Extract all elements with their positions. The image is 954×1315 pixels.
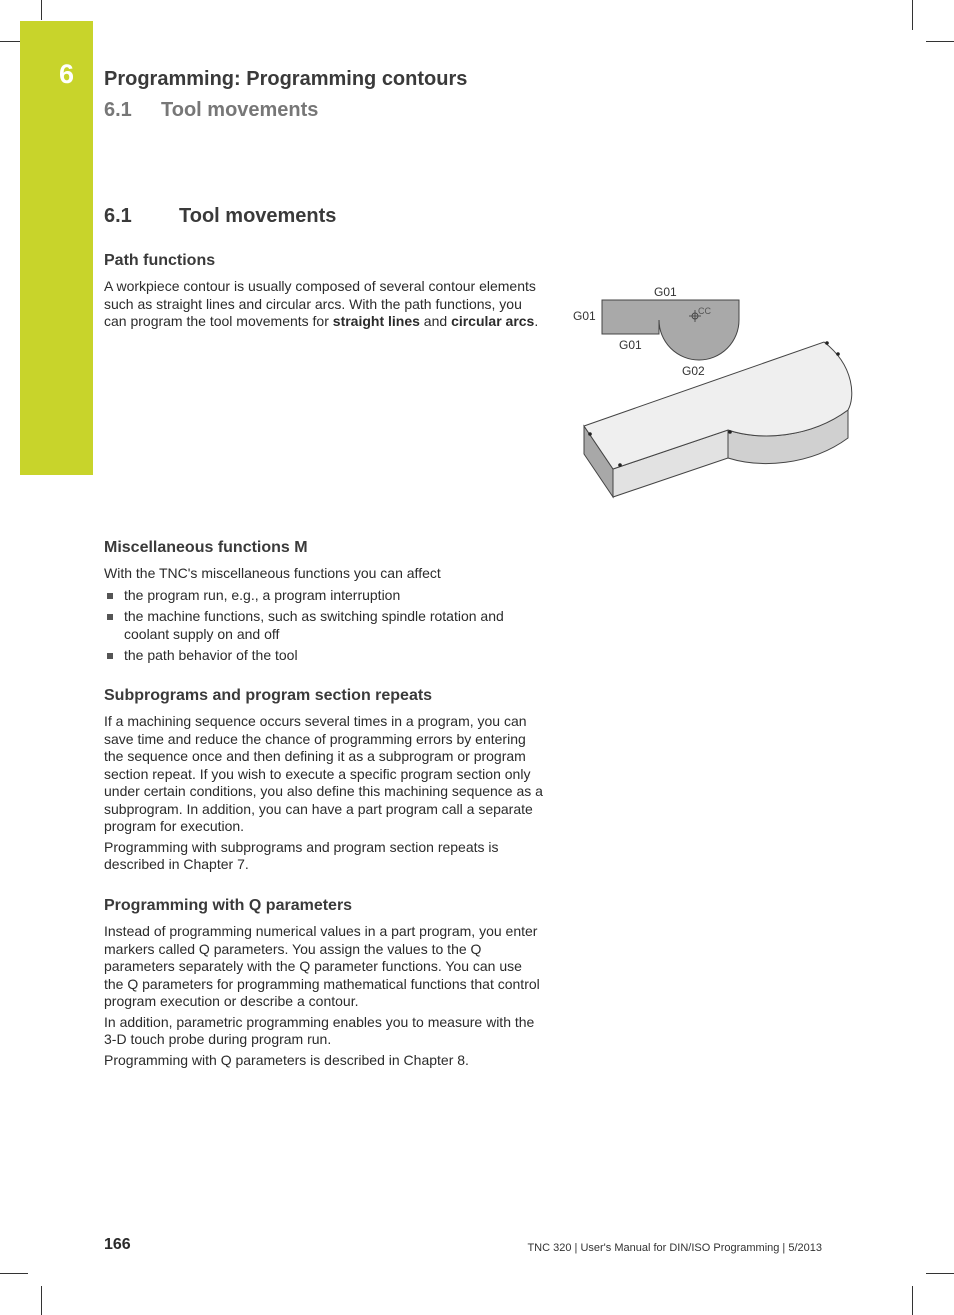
path-functions-text-part: .	[534, 313, 539, 329]
term-straight-lines: straight lines	[332, 313, 420, 329]
list-item	[104, 647, 544, 665]
running-header-section-number: 6.1	[104, 99, 132, 121]
section-heading-number: 6.1	[104, 205, 132, 227]
misc-functions-intro: With the TNC's miscellaneous functions you can affect	[104, 565, 441, 581]
running-header-title: Programming: Programming contours	[104, 68, 468, 90]
crop-mark	[41, 0, 42, 20]
page-number: 166	[104, 1236, 131, 1253]
q-parameters-paragraph-3: Programming with Q parameters is described in Chapter 8.	[104, 1051, 469, 1068]
list-item	[104, 608, 544, 643]
section-heading	[104, 205, 336, 228]
section-heading-title: Tool movements	[179, 205, 337, 227]
q-parameters-block	[104, 896, 544, 1072]
cc-label: CC	[698, 306, 711, 316]
crop-mark	[912, 0, 913, 30]
subprograms-paragraph-2: Programming with subprograms and program section repeats is described in Chapter 7.	[104, 838, 499, 872]
crop-mark	[0, 1273, 28, 1274]
crop-mark	[926, 41, 954, 42]
bullet-square-icon	[107, 653, 113, 659]
crop-mark	[926, 1273, 954, 1274]
list-item-text: the path behavior of the tool	[124, 647, 298, 663]
g01-label-top: G01	[654, 285, 677, 299]
path-functions-text-part: and	[419, 313, 452, 329]
g01-label-bottom: G01	[619, 338, 642, 352]
running-header-section-title: Tool movements	[161, 99, 319, 121]
g01-label-left: G01	[573, 309, 596, 323]
list-item-text: the machine functions, such as switching spindle rotation and coolant supply on and off	[124, 608, 504, 642]
list-item-text: the program run, e.g., a program interruption	[124, 586, 401, 603]
bullet-square-icon	[107, 614, 113, 620]
subprograms-paragraph-1: If a machining sequence occurs several times in a program, you can save time and reduce the chance of programming errors by entering the sequence once and then defining it as a subprogram or program section repeat. If you wish to execute a specific program section only under certain conditions, you also define this machining sequence as a subprogram. In addition, you can have a part program call a separate program for execution.	[104, 713, 543, 834]
chapter-number: 6	[59, 59, 75, 89]
path-functions-block	[104, 251, 544, 334]
path-functions-heading: Path functions	[104, 252, 216, 269]
q-parameters-paragraph-1: Instead of programming numerical values in a part program, you enter markers called Q parameters. You assign the values to the Q parameters separately with the Q parameter functions. You can use the Q parameters for programming mathematical functions that control program execution or describe a contour.	[104, 923, 540, 1009]
crop-mark	[0, 41, 20, 42]
misc-functions-list	[104, 587, 544, 665]
crop-mark	[912, 1286, 913, 1315]
bullet-square-icon	[107, 593, 113, 599]
q-parameters-paragraph-2: In addition, parametric programming enables you to measure with the 3-D touch probe during program run.	[104, 1013, 535, 1047]
path-functions-text	[104, 278, 544, 331]
g02-label: G02	[682, 364, 705, 378]
contour-figure	[560, 276, 860, 506]
misc-functions-block	[104, 538, 544, 669]
list-item	[104, 587, 544, 605]
chapter-sidebar	[20, 21, 93, 475]
path-functions-text-part: A workpiece contour is usually composed of several contour elements such as straight lines and circular arcs. With the path functions, you can program the tool movements for	[104, 278, 536, 329]
term-circular-arcs: circular arcs	[451, 313, 535, 329]
misc-functions-heading: Miscellaneous functions M	[104, 539, 308, 556]
subprograms-block	[104, 686, 544, 877]
crop-mark	[41, 1286, 42, 1315]
subprograms-heading: Subprograms and program section repeats	[104, 687, 433, 704]
running-header-section	[104, 99, 318, 122]
q-parameters-heading: Programming with Q parameters	[104, 897, 353, 914]
footer-text: TNC 320 | User's Manual for DIN/ISO Programming | 5/2013	[527, 1242, 822, 1254]
